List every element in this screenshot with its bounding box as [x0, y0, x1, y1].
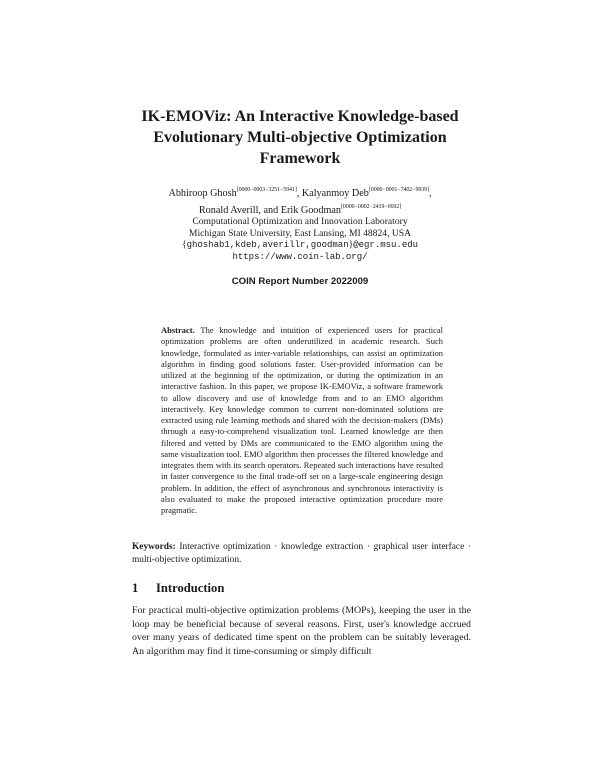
- author-line: [0, 201, 600, 218]
- lab-url-link[interactable]: https://www.coin-lab.org/: [232, 251, 368, 262]
- paper-title: [0, 106, 600, 169]
- section-number: 1: [132, 581, 139, 595]
- section-heading: [132, 581, 224, 596]
- affiliation-line: Computational Optimization and Innovation Laboratory: [192, 216, 408, 227]
- section-title: Introduction: [156, 581, 225, 595]
- title-line: Framework: [259, 150, 341, 167]
- affiliation-line: Michigan State University, East Lansing, MI 48824, USA: [188, 227, 412, 239]
- keywords: [132, 541, 471, 566]
- abstract-label: Abstract.: [161, 325, 195, 335]
- title-line: Evolutionary Multi-objective Optimization: [153, 129, 447, 146]
- orcid-id: [0000−0003−3251−5941]: [236, 187, 297, 193]
- author-name: , Kalyanmoy Deb: [296, 188, 369, 199]
- keywords-text: Interactive optimization · knowledge extraction · graphical user interface · multi-objective optimization.: [132, 542, 471, 565]
- affiliation-block: [0, 216, 600, 263]
- intro-paragraph: For practical multi-objective optimization problems (MOPs), keeping the user in the loop may be beneficial because of several reasons. First, user's knowledge accrued over many years of dedicated time spent on the problem can be suitably leveraged. An algorithm may find it time-consuming or simply difficult: [132, 605, 471, 657]
- abstract: [161, 325, 443, 516]
- orcid-id: [0000−0001−7402−9939]: [368, 187, 429, 193]
- author-list: [0, 184, 600, 217]
- abstract-text: The knowledge and intuition of experienced users for practical optimization problems are often underutilized in academic research. Such knowledge, formulated as inter-variable relationships, can assist an optimization algorithm in finding good solutions faster. User-provided information can be utilized at the beginning of the optimization, or during the optimization in an interactive fashion. In this paper, we propose IK-EMOViz, a software framework to allow discovery and use of knowledge from and to an EMO algorithm interactively. Key knowledge common to current non-dominated solutions are extracted using rule learning methods and shared with the decision-makers (DMs) through a easy-to-comprehend visualization tool. Learned knowledge are then filtered and vetted by DMs are communicated to the EMO algorithm using the same visualization tool. EMO algorithm then processes the filtered knowledge and integrates them with its search operators. Repeated such interactions have resulted in faster convergence to the final trade-off set on a large-scale engineering design problem. In addition, the effect of asynchronous and synchronous interactivity is also evaluated to make the proposed interactive optimization procedure more pragmatic.: [161, 325, 443, 515]
- email-line: [0, 239, 600, 252]
- orcid-id: [0000−0002−2419−0692]: [341, 203, 402, 210]
- email-brace: }: [348, 239, 354, 251]
- report-number: COIN Report Number 2022009: [231, 276, 369, 287]
- keywords-label: Keywords:: [132, 542, 176, 552]
- author-name: Ronald Averill, and Erik Goodman: [198, 204, 342, 216]
- title-line: IK-EMOViz: An Interactive Knowledge-based: [141, 108, 459, 125]
- email-names: ghoshab1,kdeb,averillr,goodman: [186, 240, 349, 251]
- author-line: [0, 184, 600, 201]
- author-name: Abhiroop Ghosh: [168, 188, 237, 199]
- email-domain: @egr.msu.edu: [353, 240, 419, 251]
- email-brace: {: [181, 239, 187, 251]
- author-separator: ,: [428, 188, 432, 199]
